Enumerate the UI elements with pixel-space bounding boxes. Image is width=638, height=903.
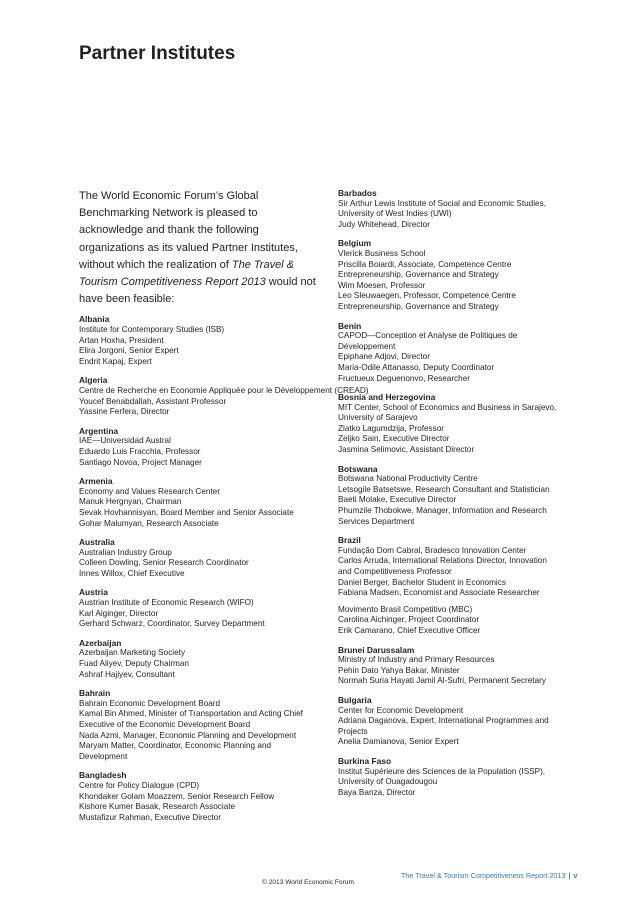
institute-line: Innes Willox, Chief Executive <box>79 568 185 578</box>
page-number: v <box>573 871 578 880</box>
country-heading: Australia <box>79 537 115 548</box>
institute-entry <box>338 464 578 528</box>
institute-line: Khondaker Golam Moazzem, Senior Research Fellow <box>79 791 275 801</box>
institute-line: Artan Hoxha, President <box>79 335 164 345</box>
institute-line: Eduardo Luis Fracchia, Professor <box>79 446 201 456</box>
institute-line: Services Department <box>338 516 415 526</box>
institute-line: Priscilla Boiardi, Associate, Competence Centre <box>338 259 512 269</box>
institute-line: Baya Banza, Director <box>338 787 416 797</box>
country-heading: Brazil <box>338 535 361 546</box>
institute-line: University of Sarajevo <box>338 413 418 423</box>
institute-line: Colleen Dowling, Senior Research Coordinator <box>79 558 249 568</box>
institute-line: Fabiana Madsen, Economist and Associate Researcher <box>338 588 540 598</box>
intro-report-name: The Travel & Tourism Competitiveness Report 2013 <box>79 258 295 289</box>
institute-line: Bahrain Economic Development Board <box>79 698 221 708</box>
intro-text-after: would not have been feasible: <box>79 276 316 306</box>
footer-separator: | <box>568 871 571 880</box>
institute-line: and Competitiveness Professor <box>338 567 452 576</box>
institute-entry <box>79 476 319 529</box>
institute-line: Institute for Contemporary Studies (ISB) <box>79 325 225 335</box>
institute-entry <box>338 645 578 687</box>
intro-text-before: The World Economic Forum’s Global Benchmarking Network is pleased to acknowledge and thank the following organizations as its valued Partner Institutes, without which the realization of <box>79 190 298 271</box>
institute-line: Erik Camarano, Chief Executive Officer <box>338 625 481 635</box>
institute-line: Manuk Hergnyan, Chairman <box>79 497 182 507</box>
institute-entry <box>338 238 578 312</box>
institute-line: Australian Industry Group <box>79 547 172 557</box>
institute-line: Zeljko Sain, Executive Director <box>338 434 450 444</box>
institute-line: Gohar Malumyan, Research Associate <box>79 518 219 528</box>
institute-entry <box>338 392 578 456</box>
intro-paragraph <box>79 188 319 308</box>
right-column <box>338 188 578 806</box>
institute-line: University of West Indies (UWI) <box>338 209 452 219</box>
institute-entry <box>79 426 319 468</box>
institute-line: Entrepreneurship, Governance and Strategy <box>338 301 499 311</box>
institute-line: Maria-Odile Attanasso, Deputy Coordinator <box>338 362 495 372</box>
institute-line: Daniel Berger, Bachelor Student in Economics <box>338 577 506 587</box>
institute-entry <box>338 756 578 798</box>
country-heading: Burkina Faso <box>338 755 392 766</box>
institute-line: Letsogile Batsetswe, Research Consultant and Statistician <box>338 484 550 494</box>
institute-line: Development <box>79 751 128 761</box>
institute-line: Baeti Molake, Executive Director <box>338 495 457 505</box>
institute-line: Centre for Policy Dialogue (CPD) <box>79 780 200 790</box>
institute-line: Institut Supérieure des Sciences de la Population (ISSP), <box>338 766 546 776</box>
institute-entry <box>79 688 319 762</box>
country-heading: Azerbaijan <box>79 637 122 648</box>
institute-entry <box>338 188 578 230</box>
institute-line: Sir Arthur Lewis Institute of Social and Economic Studies, <box>338 198 546 208</box>
country-heading: Armenia <box>79 476 113 487</box>
institute-entry <box>338 321 578 385</box>
institute-entry <box>79 375 369 417</box>
institute-line: Kishore Kumer Basak, Research Associate <box>79 802 236 812</box>
country-heading: Botswana <box>338 463 378 474</box>
institute-entry <box>338 695 578 748</box>
institute-line: Center for Economic Development <box>338 705 464 715</box>
institute-line: Centre de Recherche en Economie Appliquée pour le Développement (CREAD) <box>79 385 369 395</box>
institute-line: Nada Azmi, Manager, Economic Planning and Development <box>79 730 297 740</box>
footer-report-title: The Travel & Tourism Competitiveness Report 2013 <box>401 871 566 880</box>
institute-line: Wim Moesen, Professor <box>338 280 426 290</box>
country-heading: Bangladesh <box>79 770 127 781</box>
institute-line: CAPOD—Conception et Analyse de Politiques de <box>338 331 518 341</box>
country-heading: Bulgaria <box>338 694 372 705</box>
institute-line: Sevak Hovhannisyan, Board Member and Senior Associate <box>79 507 294 517</box>
institute-line: Endrit Kapaj, Expert <box>79 356 152 366</box>
institute-line: Zlatko Lagumdzija, Professor <box>338 423 445 433</box>
institute-line: Fuad Aliyev, Deputy Chairman <box>79 659 189 669</box>
institute-line: Movimento Brasil Competitivo (MBC) <box>338 604 473 614</box>
institute-line: Projects <box>338 726 368 736</box>
institute-line: Ashraf Hajiyev, Consultant <box>79 669 175 679</box>
footer-report <box>401 871 577 880</box>
institute-line: Adriana Daganova, Expert, International Programmes and <box>338 716 549 726</box>
institute-line: Executive of the Economic Development Board <box>79 720 251 730</box>
institute-line: Santiago Novoa, Project Manager <box>79 457 202 467</box>
institute-line: Azerbaijan Marketing Society <box>79 648 186 658</box>
institute-line: Jasmina Selimovic, Assistant Director <box>338 445 475 455</box>
institute-entry <box>338 535 578 636</box>
institute-entry <box>79 770 319 823</box>
institute-line: Elira Jorgoni, Senior Expert <box>79 346 179 356</box>
country-heading: Bahrain <box>79 688 111 699</box>
page-title: Partner Institutes <box>79 43 236 64</box>
institute-entry <box>79 638 319 680</box>
institute-line: Carlos Arruda, International Relations Director, Innovation <box>338 556 547 566</box>
institute-line: Entrepreneurship, Governance and Strategy <box>338 270 499 280</box>
institute-entry <box>79 537 319 579</box>
institute-line: MIT Center, School of Economics and Business in Sarajevo, <box>338 402 557 412</box>
institute-line: Youcef Benabdallah, Assistant Professor <box>79 396 227 406</box>
institute-entry <box>79 314 319 367</box>
institute-line: Karl Aiginger, Director <box>79 608 159 618</box>
institute-line: Normah Suria Hayati Jamil Al-Sufri, Permanent Secretary <box>338 676 546 686</box>
country-heading: Brunei Darussalam <box>338 644 415 655</box>
institute-line: Développement <box>338 341 396 351</box>
institute-line: Austrian Institute of Economic Research (WIFO) <box>79 598 254 608</box>
institute-line: Judy Whitehead, Director <box>338 219 430 229</box>
institute-line: Fundação Dom Cabral, Bradesco Innovation Center <box>338 545 527 555</box>
institute-line: Fructueux Deguenonvo, Researcher <box>338 373 470 383</box>
country-heading: Argentina <box>79 425 119 436</box>
footer-copyright: © 2013 World Economic Forum <box>262 879 354 886</box>
institute-line: IAE—Universidad Austral <box>79 436 171 446</box>
institute-line: University of Ouagadougou <box>338 777 438 787</box>
institute-line: Kamal Bin Ahmed, Minister of Transportation and Acting Chief <box>79 709 303 719</box>
institute-line: Ministry of Industry and Primary Resources <box>338 655 495 665</box>
institute-line: Mustafizur Rahman, Executive Director <box>79 812 221 822</box>
institute-line: Anelia Damianova, Senior Expert <box>338 737 459 747</box>
institute-line: Economy and Values Research Center <box>79 486 220 496</box>
institute-line: Maryam Matter, Coordinator, Economic Planning and <box>79 741 272 751</box>
country-heading: Belgium <box>338 238 372 249</box>
country-heading: Bosnia and Herzegovina <box>338 392 436 403</box>
institute-line: Vlerick Business School <box>338 248 426 258</box>
country-heading: Austria <box>79 587 108 598</box>
right-entries <box>338 188 578 798</box>
country-heading: Albania <box>79 314 110 325</box>
institute-line: Leo Sleuwaegen, Professor, Competence Centre <box>338 291 516 301</box>
institute-line: Carolina Aichinger, Project Coordinator <box>338 615 480 625</box>
institute-entry <box>79 587 319 629</box>
institute-line: Botswana National Productivity Centre <box>338 474 478 484</box>
institute-line: Epiphane Adjovi, Director <box>338 352 430 362</box>
institute-line: Pehin Dato Yahya Bakar, Minister <box>338 665 460 675</box>
institute-line: Gerhard Schwarz, Coordinator, Survey Department <box>79 619 265 629</box>
country-heading: Barbados <box>338 188 377 198</box>
institute-line: Yassine Ferfera, Director <box>79 407 170 417</box>
country-heading: Benin <box>338 320 362 331</box>
country-heading: Algeria <box>79 375 108 386</box>
institute-line: Phumzile Thobokwe, Manager, Information and Research <box>338 506 547 516</box>
